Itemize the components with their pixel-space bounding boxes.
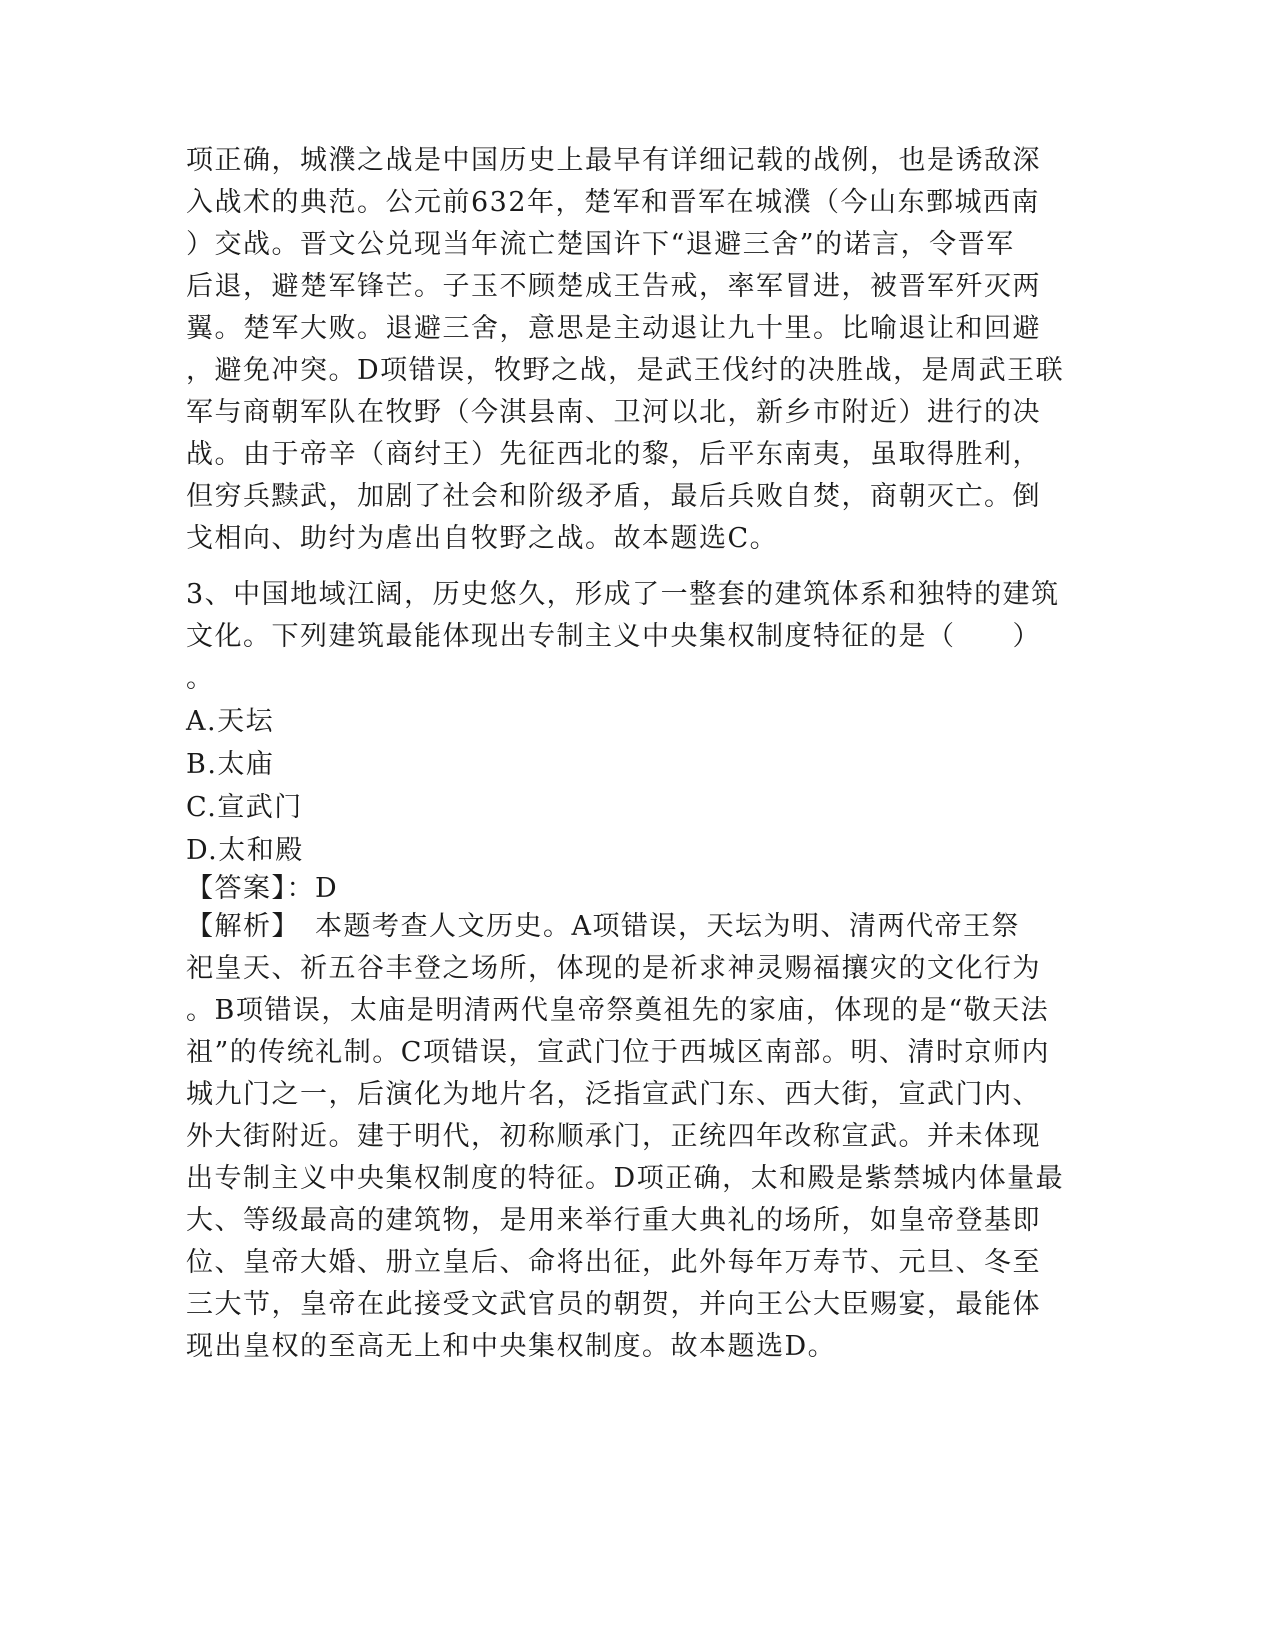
option-d: D.太和殿 <box>186 835 304 866</box>
analysis-line: 位、皇帝大婚、册立皇后、命将出征，此外每年万寿节、元旦、冬至 <box>186 1247 1041 1278</box>
explanation-line: 戈相向、助纣为虐出自牧野之战。故本题选C。 <box>186 523 779 554</box>
explanation-line: 项正确，城濮之战是中国历史上最早有详细记载的战例，也是诱敌深 <box>186 145 1041 176</box>
analysis-line: 祖”的传统礼制。C项错误，宣武门位于西城区南部。明、清时京师内 <box>186 1037 1050 1068</box>
explanation-line: ，避免冲突。D项错误，牧野之战，是武王伐纣的决胜战，是周武王联 <box>186 355 1065 386</box>
explanation-line: 但穷兵黩武，加剧了社会和阶级矛盾，最后兵败自焚，商朝灭亡。倒 <box>186 481 1041 512</box>
analysis-line: 三大节，皇帝在此接受文武官员的朝贺，并向王公大臣赐宴，最能体 <box>186 1289 1041 1320</box>
option-b: B.太庙 <box>186 749 275 780</box>
analysis-line: 出专制主义中央集权制度的特征。D项正确，太和殿是紫禁城内体量最 <box>186 1163 1065 1194</box>
explanation-line: 翼。楚军大败。退避三舍，意思是主动退让九十里。比喻退让和回避 <box>186 313 1041 344</box>
analysis-line: 祀皇天、祈五谷丰登之场所，体现的是祈求神灵赐福攘灾的文化行为 <box>186 953 1041 984</box>
option-c: C.宣武门 <box>186 792 303 823</box>
explanation-line: ）交战。晋文公兑现当年流亡楚国许下“退避三舍”的诺言，令晋军 <box>186 229 1015 260</box>
analysis-line: 现出皇权的至高无上和中央集权制度。故本题选D。 <box>186 1331 837 1362</box>
question-3 <box>186 573 1086 699</box>
analysis <box>186 906 1086 1368</box>
explanation-line: 战。由于帝辛（商纣王）先征西北的黎，后平东南夷，虽取得胜利， <box>186 439 1041 470</box>
analysis-line: 大、等级最高的建筑物，是用来举行重大典礼的场所，如皇帝登基即 <box>186 1205 1041 1236</box>
analysis-line: 城九门之一，后演化为地片名，泛指宣武门东、西大街，宣武门内、 <box>186 1079 1041 1110</box>
analysis-line: 外大街附近。建于明代，初称顺承门，正统四年改称宣武。并未体现 <box>186 1121 1041 1152</box>
option-a: A.天坛 <box>186 706 275 737</box>
answer-options <box>186 700 1086 872</box>
question-line: 。 <box>186 663 215 694</box>
answer-text: 【答案】：D <box>186 873 339 904</box>
question-line: 3、中国地域江阔，历史悠久，形成了一整套的建筑体系和独特的建筑 <box>186 579 1060 610</box>
question-line: 文化。下列建筑最能体现出专制主义中央集权制度特征的是（ ） <box>186 621 1041 652</box>
explanation-line: 后退，避楚军锋芒。子玉不顾楚成王告戒，率军冒进，被晋军歼灭两 <box>186 271 1041 302</box>
answer <box>186 868 1086 910</box>
analysis-line: 【解析】 本题考查人文历史。A项错误，天坛为明、清两代帝王祭 <box>186 911 1020 942</box>
explanation-line: 入战术的典范。公元前632年，楚军和晋军在城濮（今山东鄄城西南 <box>186 187 1041 218</box>
previous-explanation <box>186 140 1086 560</box>
analysis-line: 。B项错误，太庙是明清两代皇帝祭奠祖先的家庙，体现的是“敬天法 <box>186 995 1050 1026</box>
explanation-line: 军与商朝军队在牧野（今淇县南、卫河以北，新乡市附近）进行的决 <box>186 397 1041 428</box>
